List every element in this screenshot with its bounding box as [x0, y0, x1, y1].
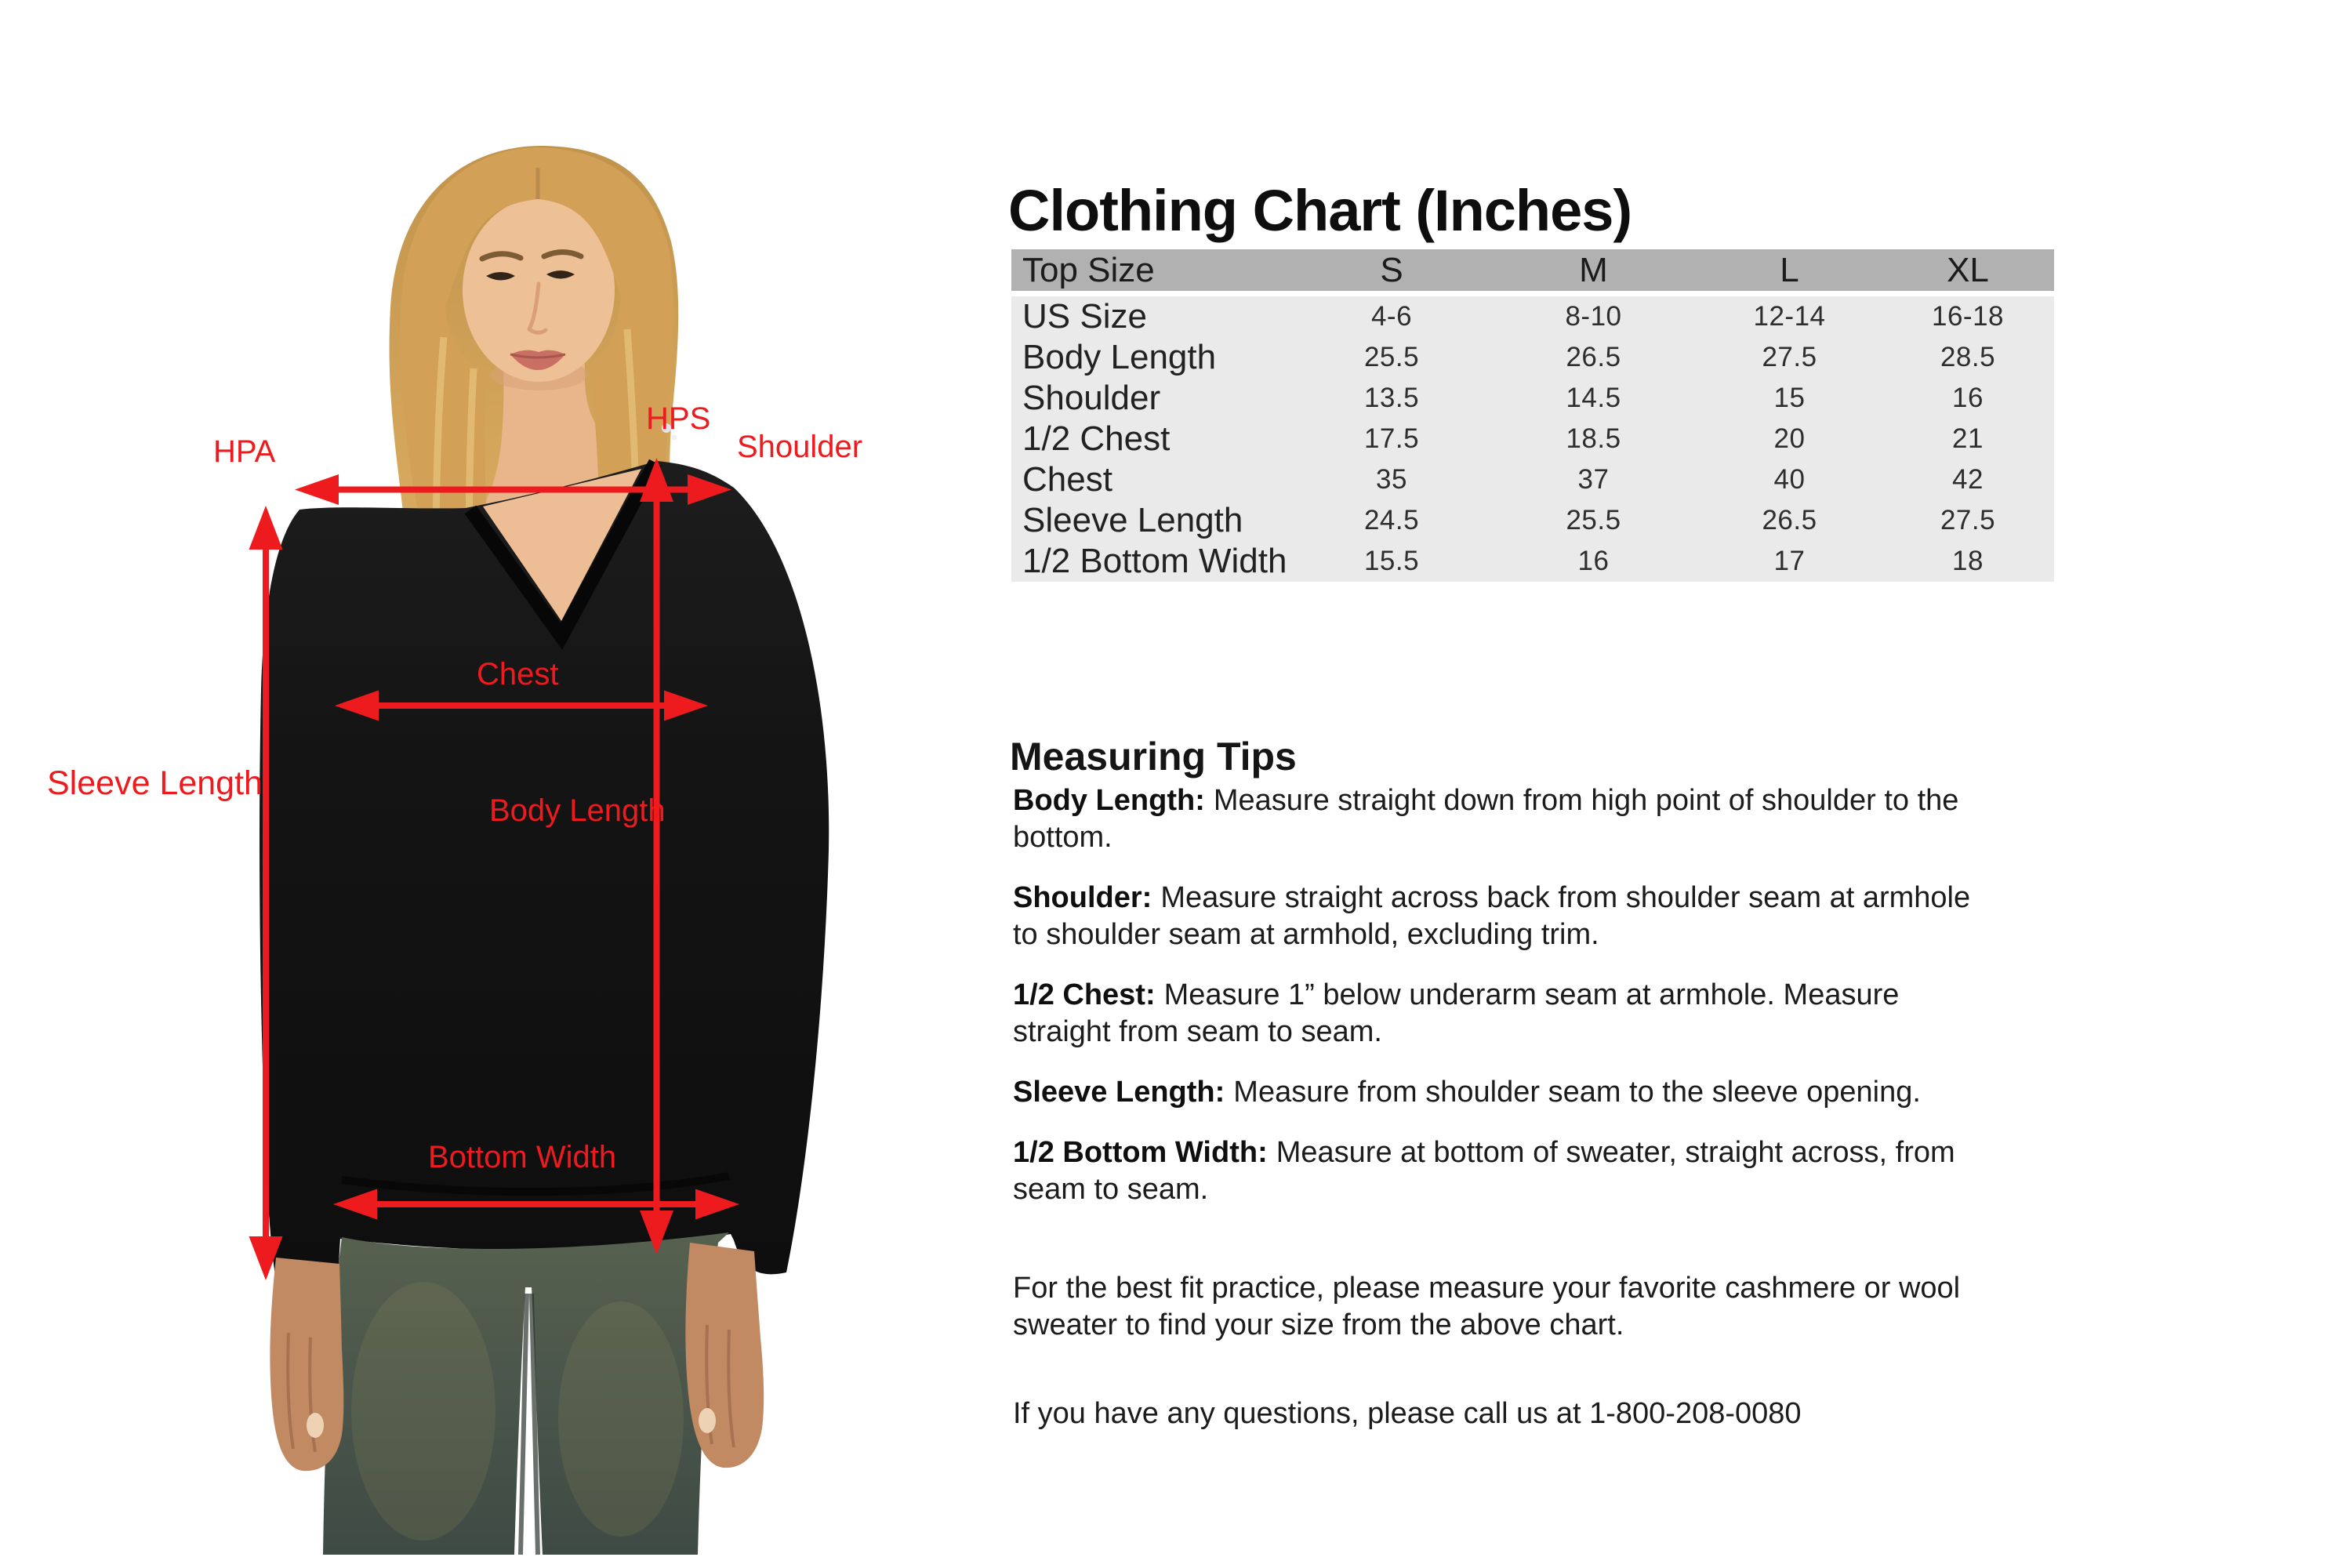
column-header: L [1780, 250, 1799, 289]
hps-label: HPS [646, 401, 711, 436]
table-cell: 40 [1773, 464, 1806, 495]
column-header: Top Size [1022, 250, 1155, 289]
table-cell: 15.5 [1363, 546, 1420, 576]
tip-label: Body Length: [1013, 784, 1205, 817]
header-divider [1011, 291, 2054, 296]
table-cell: 21 [1952, 423, 1984, 454]
table-cell: 27.5 [1762, 342, 1817, 372]
table-cell: 37 [1577, 464, 1610, 495]
tip-label: 1/2 Chest: [1013, 978, 1156, 1011]
table-row [1011, 541, 2054, 582]
table-row [1011, 419, 2054, 459]
row-label: Sleeve Length [1022, 501, 1243, 539]
page-title: Clothing Chart (Inches) [1008, 178, 1632, 243]
table-row [1011, 378, 2054, 419]
table-cell: 16 [1577, 546, 1610, 576]
table-cell: 15 [1773, 383, 1806, 413]
body-length-label: Body Length [489, 793, 666, 828]
table-row [1011, 296, 2054, 337]
tip-label: 1/2 Bottom Width: [1013, 1136, 1268, 1169]
sleeve-length-label: Sleeve Length [47, 764, 263, 802]
table-cell: 24.5 [1363, 505, 1420, 535]
table-cell: 28.5 [1940, 342, 1996, 372]
row-label: Chest [1022, 460, 1112, 499]
table-row [1011, 459, 2054, 500]
bottom-width-label: Bottom Width [428, 1140, 617, 1174]
tip-text: Measure from shoulder seam to the sleeve opening. [1233, 1076, 1921, 1109]
table-cell: 42 [1952, 464, 1984, 495]
questions-note: If you have any questions, please call us at 1-800-208-0080 [1013, 1397, 1802, 1430]
table-cell: 27.5 [1940, 505, 1996, 535]
best-fit-note: For the best fit practice, please measure your favorite cashmere or wool sweater to find your size from the above chart. [1013, 1272, 1961, 1341]
table-cell: 12-14 [1753, 301, 1826, 332]
table-cell: 17.5 [1363, 423, 1420, 454]
tip-half-bottom-width [1013, 1134, 1993, 1208]
table-cell: 20 [1773, 423, 1806, 454]
row-label: 1/2 Chest [1022, 419, 1171, 458]
tip-label: Sleeve Length: [1013, 1076, 1225, 1109]
row-label: Body Length [1022, 338, 1217, 376]
size-chart-table [1011, 249, 2054, 582]
shoulder-label: Shoulder [737, 430, 863, 464]
tip-text: Measure at bottom of sweater, straight across, from seam to seam. [1013, 1136, 1955, 1206]
chest-label: Chest [477, 657, 559, 691]
measuring-tips-heading: Measuring Tips [1010, 735, 1297, 779]
table-cell: 26.5 [1762, 505, 1817, 535]
model-jeans [323, 1232, 729, 1555]
table-header-row [1011, 249, 2054, 291]
table-cell: 4-6 [1370, 301, 1413, 332]
tip-label: Shoulder: [1013, 881, 1152, 914]
row-label: US Size [1022, 297, 1147, 336]
tip-body-length [1013, 782, 1993, 856]
hpa-label: HPA [213, 434, 276, 469]
tip-text: Measure 1” below underarm seam at armhole. Measure straight from seam to seam. [1013, 978, 1900, 1048]
table-cell: 18 [1952, 546, 1984, 576]
table-row [1011, 337, 2054, 378]
column-header: M [1579, 250, 1608, 289]
tip-text: Measure straight down from high point of shoulder to the bottom. [1013, 784, 1959, 854]
table-cell: 18.5 [1566, 423, 1621, 454]
table-cell: 17 [1773, 546, 1806, 576]
tip-half-chest [1013, 977, 1993, 1051]
table-cell: 13.5 [1363, 383, 1420, 413]
table-row [1011, 500, 2054, 541]
table-cell: 8-10 [1565, 301, 1622, 332]
table-cell: 25.5 [1363, 342, 1420, 372]
measuring-tips-list [1013, 782, 1993, 1232]
tip-sleeve-length [1013, 1074, 1993, 1111]
column-header: S [1380, 250, 1403, 289]
tip-shoulder [1013, 880, 1993, 953]
table-cell: 25.5 [1566, 505, 1621, 535]
column-header: XL [1947, 250, 1989, 289]
table-cell: 16-18 [1931, 301, 2005, 332]
table-cell: 35 [1376, 464, 1407, 495]
table-cell: 16 [1952, 383, 1984, 413]
table-cell: 26.5 [1566, 342, 1621, 372]
tip-text: Measure straight across back from shoulder seam at armhole to shoulder seam at armhold, excluding trim. [1013, 881, 1971, 951]
row-label: 1/2 Bottom Width [1022, 542, 1287, 580]
table-cell: 14.5 [1566, 383, 1621, 413]
row-label: Shoulder [1022, 379, 1161, 417]
